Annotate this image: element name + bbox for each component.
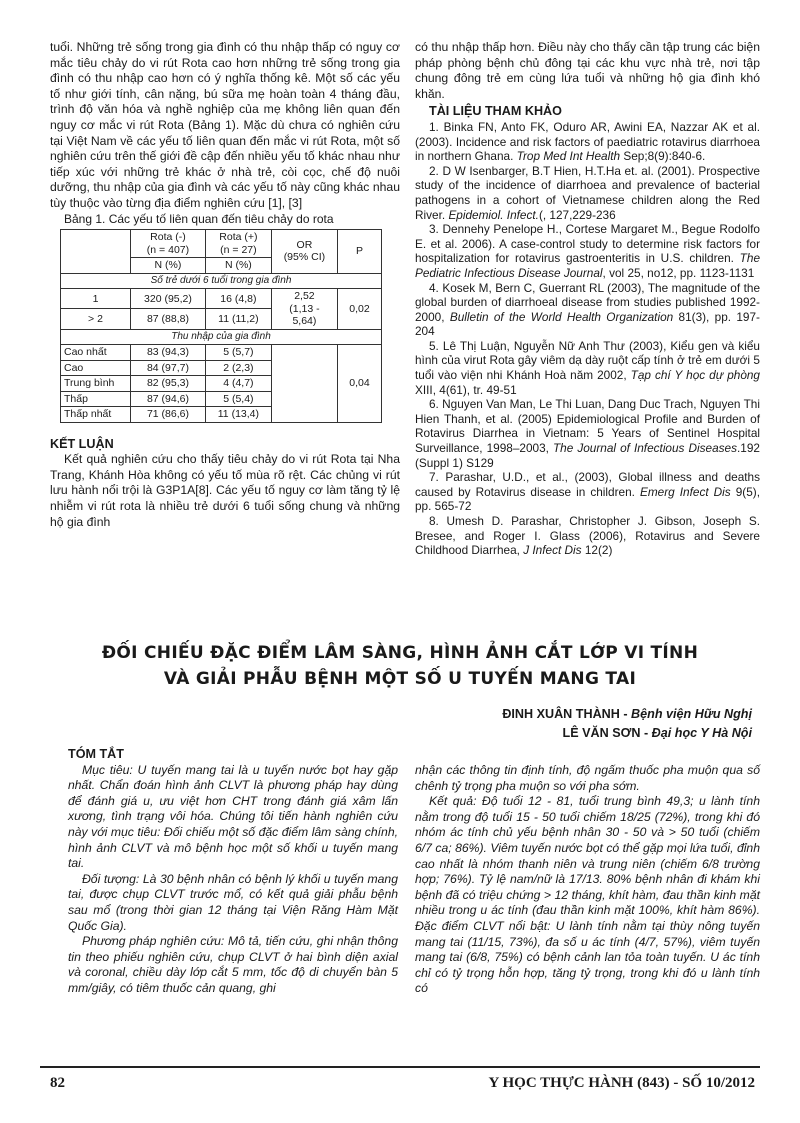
abstract-left-column <box>68 747 398 997</box>
reference-item: 3. Dennehy Penelope H., Cortese Margaret M., Begue Rodolfo E. et al. 2006). A case-control study to determine risk factors for hospitalization for rotavirus gastroenteritis in U.S. children. The Pediatric Infectious Disease Journal, vol 25, no12, pp. 1123-1131 <box>415 222 760 280</box>
col-subheader-n: N (%) <box>131 258 206 274</box>
article-title-line: VÀ GIẢI PHẪU BỆNH MỘT SỐ U TUYẾN MANG TAI <box>163 669 637 689</box>
table-row: Cao 84 (97,7) 2 (2,3) <box>61 360 382 376</box>
body-paragraph: có thu nhập thấp hơn. Điều này cho thấy cần tập trung các biện pháp phòng bệnh chủ đông tại các khu vực nhà trẻ, nơi tập chung đông trẻ em cùng lứa tuổi và những hộ gia đình khó khăn. <box>415 40 760 101</box>
reference-item: 5. Lê Thị Luận, Nguyễn Nữ Anh Thư (2003), Kiểu gen và kiểu hình của virut Rota gây viêm dạ dày ruột cấp tính ở trẻ em dưới 5 tuổi vào viện nhi Khánh Hoà năm 2002, Tạp chí Y học dự phòng XIII, 4(61), tr. 49-51 <box>415 338 760 397</box>
references-heading: TÀI LIỆU THAM KHẢO <box>429 104 562 119</box>
col-header-rota-pos: Rota (+) (n = 27) <box>205 230 271 258</box>
article-title-line: ĐỐI CHIẾU ĐẶC ĐIỂM LÂM SÀNG, HÌNH ẢNH CẮT LỚP VI TÍNH <box>101 643 699 663</box>
article-title <box>40 640 760 692</box>
conclusion-paragraph: Kết quả nghiên cứu cho thấy tiêu chảy do vi rút Rota tại Nha Trang, Khánh Hòa không có yếu tố mùa rõ rệt. Các chủng vi rút lưu hành nổi trội là G3P1A[8]. Các yếu tố nguy cơ làm tăng tỷ lệ nhiễm vi rút rota là nhiều trẻ dưới 6 tuổi sống chung và những hộ gia đình <box>50 452 400 529</box>
reference-item: 4. Kosek M, Bern C, Guerrant RL (2003), The magnitude of the global burden of diarrhoeal disease from studies published 1992-2000, Bulletin of the World Health Organization 81(3), pp. 197-204 <box>415 280 760 339</box>
col-header-rota-neg: Rota (-) (n = 407) <box>131 230 206 258</box>
table-row: 1 320 (95,2) 16 (4,8) 2,52 (1,13 - 5,64) 0,02 <box>61 289 382 309</box>
reference-item: 6. Nguyen Van Man, Le Thi Luan, Dang Duc Trach, Nguyen Thi Hien Thanh, et al. (2005) Epidemiological Profile and Burden of Rotavirus Diarrhea in Vietnam: 5 Years of Sentinel Hospital Surveillance, 1998–2003, The Journal of Infectious Diseases.192 (Suppl 1) S129 <box>415 397 760 470</box>
table-row: Trung bình 82 (95,3) 4 (4,7) <box>61 376 382 392</box>
table-caption: Bảng 1. Các yếu tố liên quan đến tiêu chảy do rota <box>64 211 334 226</box>
table-group-row: Thu nhập của gia đình <box>61 329 382 345</box>
abstract-heading: TÓM TẮT <box>68 747 124 761</box>
or-cell: 2,52 (1,13 - 5,64) <box>271 289 337 330</box>
col-subheader-n: N (%) <box>205 258 271 274</box>
p-cell: 0,04 <box>338 345 382 423</box>
author-list <box>352 705 752 743</box>
table-row: Cao nhất 83 (94,3) 5 (5,7) 0,04 <box>61 345 382 361</box>
right-column-top <box>415 40 760 558</box>
reference-list <box>415 120 760 558</box>
abstract-paragraph: nhận các thông tin định tính, độ ngấm thuốc pha muộn qua số chênh tỷ trọng pha muộn so với pha sớm. <box>415 763 760 793</box>
abstract-right-column <box>415 763 760 997</box>
body-paragraph: tuổi. Những trẻ sống trong gia đình có thu nhập thấp có nguy cơ mắc tiêu chảy do vi rút Rota cao hơn những trẻ sống trong gia đình có thu nhập cao hơn có ý nghĩa thống kê. Một số các yếu tố như giới tính, cân nặng, bú sữa mẹ hoàn toàn 4 tháng đầu, trình độ văn hóa và nghề nghiệp của mẹ không liên quan đến nguy cơ mắc vi rút Rota (Bảng 1). Mặc dù chưa có nghiên cứu tại Việt Nam về các yếu tố liên quan đến mắc vi rút Rota, một số nghiên cứu trên thế giới đề cập đến nhiều yếu tố khác nhau như tiếp xúc với những trẻ khác ở nhà trẻ, còi cọc, chế độ nuôi dưỡng, thu nhập của gia đình và các yếu tố này cũng khác nhau tùy thuộc vào từng địa điểm nghiên cứu [1], [3] <box>50 40 400 210</box>
author: ĐINH XUÂN THÀNH - Bệnh viện Hữu Nghị <box>502 707 752 721</box>
col-header-p: P <box>338 230 382 274</box>
or-cell <box>271 345 337 423</box>
author: LÊ VĂN SƠN - Đại học Y Hà Nội <box>562 726 752 740</box>
reference-item: 7. Parashar, U.D., et al., (2003), Global illness and deaths caused by Rotavirus disease in children. Emerg Infect Dis 9(5), pp. 565-72 <box>415 470 761 514</box>
abstract-paragraph: Đối tượng: Là 30 bệnh nhân có bệnh lý khối u tuyến mang tai, được chụp CLVT trước mổ, có kết quả giải phẫu bệnh sau mổ (trong thời gian 12 tháng tại Viện Răng Hàm Mặt Quốc Gia). <box>68 871 398 933</box>
abstract-paragraph: Mục tiêu: U tuyến mang tai là u tuyến nước bọt hay gặp nhất. Chẩn đoán hình ảnh CLVT là phương pháp hay dùng để đánh giá u, ưu việt hơn CHT trong đánh giá xâm lấn xương, tình trạng vôi hóa. Chúng tôi tiến hành nghiên cứu này với mục tiêu: Đối chiếu một số đặc điểm lâm sàng chính, hình ảnh CLVT và mô bệnh học một số khối u tuyến mang tai. <box>68 762 398 871</box>
page-number: 82 <box>50 1075 65 1091</box>
abstract-paragraph: Phương pháp nghiên cứu: Mô tả, tiến cứu, ghi nhận thông tin theo phiếu nghiên cứu, chụp CLVT ở hai bình diện axial và coronal, chiều dày lớp cắt 5 mm, tốc độ di chuyển bàn 5 mm/giây, có tiêm thuốc cản quang, ghi <box>68 934 398 995</box>
reference-item: 8. Umesh D. Parashar, Christopher J. Gibson, Joseph S. Bresee, and Roger I. Glass (2006), Rotavirus and Severe Childhood Diarrhea, J Infect Dis 12(2) <box>415 514 760 558</box>
col-header-or: OR (95% CI) <box>271 230 337 274</box>
left-column-top <box>50 40 400 530</box>
table-row: > 2 87 (88,8) 11 (11,2) <box>61 309 382 329</box>
table-row: Thấp nhất 71 (86,6) 11 (13,4) <box>61 407 382 423</box>
p-cell: 0,02 <box>338 289 382 330</box>
table-group-row: Số trẻ dưới 6 tuổi trong gia đình <box>61 273 382 289</box>
risk-factor-table <box>60 229 382 423</box>
table-row: Thấp 87 (94,6) 5 (5,4) <box>61 391 382 407</box>
conclusion-heading: KẾT LUẬN <box>50 436 114 451</box>
journal-name: Y HỌC THỰC HÀNH (843) - SỐ 10/2012 <box>488 1075 755 1091</box>
table-corner <box>61 230 131 274</box>
abstract-paragraph: Kết quả: Độ tuổi 12 - 81, tuổi trung bình 49,3; u lành tính nằm trong độ tuổi 15 - 50 tuổi chiếm 18/25 (72%), trong khi đó nhóm ác tính chủ yếu bệnh nhân 30 - 50 và > 50 tuổi (chiếm 6/7 ca; 86%). Viêm tuyến nước bọt có thể gặp mọi lứa tuổi, đỉnh cao nhất là nhóm thanh niên và trung niên (chiếm 6/8 trường hợp; 76%). Tỷ lệ nam/nữ là 17/13. 80% bệnh nhân đi khám khi bệnh đã có triệu chứng > 12 tháng, khít hàm, đau thần kinh mặt nhiều trong u ác tính (đau thần kinh mặt 100%, khít hàm 86%). Đặc điểm CLVT nổi bật: U lành tính nằm tại thùy nông tuyến mang tai (11/15, 73%), đa số u ác tính (4/7, 57%), viêm tuyến mang tai (6/8, 75%) có bệnh cảnh lan tỏa toàn tuyến. U ác tính chỉ có tỷ trọng hỗn hợp, tăng tỷ trọng, trong khi đó u lành tính có <box>415 794 760 996</box>
reference-item: 1. Binka FN, Anto FK, Oduro AR, Awini EA, Nazzar AK et al. (2003). Incidence and risk factors of paediatric rotavirus diarrhoea in northern Ghana. Trop Med Int Health Sep;8(9):840-6. <box>415 119 760 164</box>
reference-item: 2. D W Isenbarger, B.T Hien, H.T.Ha et. al. (2001). Prospective study of the incidence of diarrhoea and prevalence of bacterial pathogens in a cohort of Vietnamese children along the Red River. Epidemiol. Infect.(, 127,229-236 <box>415 163 760 222</box>
footer-divider <box>40 1066 760 1068</box>
